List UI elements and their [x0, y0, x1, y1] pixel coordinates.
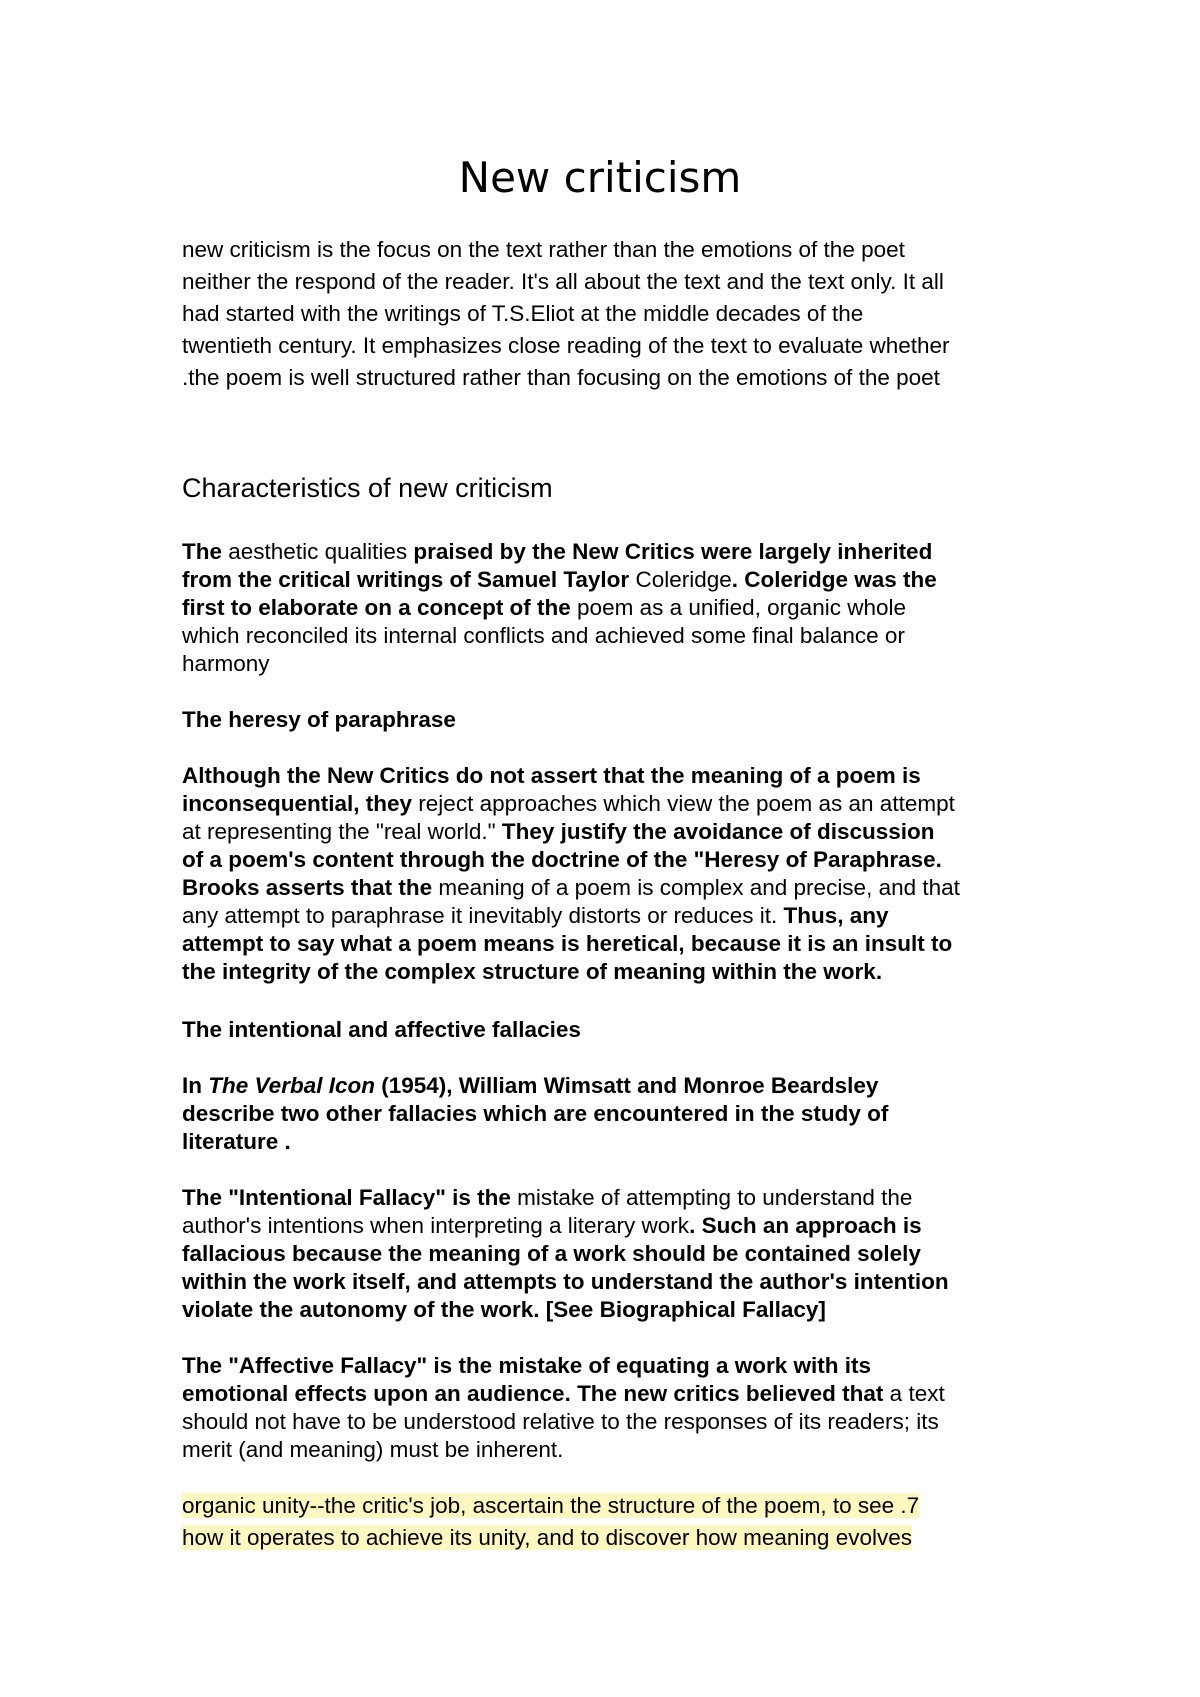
verbal-icon-paragraph — [182, 1072, 1042, 1156]
paragraph-line: within the work itself, and attempts to understand the author's intention — [182, 1269, 949, 1294]
paragraph-line — [182, 594, 1042, 622]
bold-text: from the critical writings of Samuel Taylor — [182, 567, 630, 592]
characteristics-heading: Characteristics of new criticism — [182, 473, 553, 503]
book-title: The Verbal Icon — [208, 1073, 375, 1098]
paragraph-line: harmony — [182, 651, 270, 676]
paragraph-line: Although the New Critics do not assert that the meaning of a poem is — [182, 763, 921, 788]
text-run: Coleridge — [629, 567, 732, 592]
text-run: at representing the "real world." — [182, 819, 496, 844]
paragraph-line: describe two other fallacies which are encountered in the study of — [182, 1101, 889, 1126]
paragraph-line — [182, 1184, 1042, 1212]
paragraph-line: should not have to be understood relative to the responses of its readers; its — [182, 1409, 939, 1434]
page-title: New criticism — [458, 153, 742, 202]
paragraph-line: which reconciled its internal conflicts and achieved some final balance or — [182, 623, 905, 648]
intro-line: twentieth century. It emphasizes close reading of the text to evaluate whether — [182, 333, 950, 358]
text-run: a text — [883, 1381, 945, 1406]
intro-line: new criticism is the focus on the text rather than the emotions of the poet — [182, 237, 905, 262]
paragraph-line — [182, 1522, 919, 1554]
text-run: any attempt to paraphrase it inevitably distorts or reduces it. — [182, 903, 778, 928]
paragraph-line: the integrity of the complex structure of meaning within the work. — [182, 959, 883, 984]
highlighted-text: organic unity--the critic's job, ascertain the structure of the poem, to see .7 — [182, 1493, 920, 1518]
bold-text: . Coleridge was the — [731, 567, 937, 592]
highlighted-text: how it operates to achieve its unity, and to discover how meaning evolves — [182, 1525, 912, 1550]
text-run: author's intentions when interpreting a literary work — [182, 1213, 690, 1238]
paragraph-line: fallacious because the meaning of a work should be contained solely — [182, 1241, 921, 1266]
paragraph-line — [182, 874, 1042, 902]
intro-line: neither the respond of the reader. It's all about the text and the text only. It all — [182, 269, 944, 294]
paragraph-line — [182, 790, 1042, 818]
bold-text: They justify the avoidance of discussion — [495, 819, 935, 844]
paragraph-line: literature . — [182, 1129, 291, 1154]
affective-fallacy-paragraph — [182, 1352, 1042, 1464]
fallacies-heading: The intentional and affective fallacies — [182, 1017, 581, 1042]
bold-text: first to elaborate on a concept of the — [182, 595, 571, 620]
paragraph-line: attempt to say what a poem means is heretical, because it is an insult to — [182, 931, 953, 956]
organic-unity-paragraph — [182, 1490, 919, 1554]
text-run: In — [182, 1073, 209, 1098]
paragraph-line: merit (and meaning) must be inherent. — [182, 1437, 564, 1462]
paragraph-line — [182, 902, 1042, 930]
text-run: meaning of a poem is complex and precise, and that — [432, 875, 960, 900]
paragraph-line — [182, 818, 1042, 846]
intro-line: .the poem is well structured rather than focusing on the emotions of the poet — [182, 365, 940, 390]
text-run: aesthetic qualities — [222, 539, 414, 564]
bold-text: praised by the New Critics were largely inherited — [413, 539, 933, 564]
heresy-heading: The heresy of paraphrase — [182, 707, 456, 732]
text-run: reject approaches which view the poem as an attempt — [412, 791, 955, 816]
text-run: mistake of attempting to understand the — [510, 1185, 913, 1210]
paragraph-line — [182, 1490, 919, 1522]
bold-text: The "Intentional Fallacy" is the — [182, 1185, 511, 1210]
bold-text: emotional effects upon an audience. The new critics believed that — [182, 1381, 884, 1406]
text-run: (1954), William Wimsatt and Monroe Beardsley — [374, 1073, 879, 1098]
paragraph-line — [182, 1380, 1042, 1408]
paragraph-line — [182, 1072, 1042, 1100]
paragraph-line: violate the autonomy of the work. [See Biographical Fallacy] — [182, 1297, 826, 1322]
heresy-paragraph — [182, 762, 1042, 986]
paragraph-line — [182, 1212, 1042, 1240]
bold-text: . Such an approach is — [689, 1213, 922, 1238]
bold-text: The — [182, 539, 223, 564]
intro-line: had started with the writings of T.S.Eliot at the middle decades of the — [182, 301, 864, 326]
paragraph-line — [182, 538, 1042, 566]
bold-text: Thus, any — [777, 903, 889, 928]
paragraph-line: The "Affective Fallacy" is the mistake of equating a work with its — [182, 1353, 872, 1378]
paragraph-line — [182, 566, 1042, 594]
aesthetic-qualities-paragraph — [182, 538, 1042, 678]
bold-text: Brooks asserts that the — [182, 875, 433, 900]
intentional-fallacy-paragraph — [182, 1184, 1042, 1324]
intro-paragraph — [182, 234, 1042, 394]
bold-text: inconsequential, they — [182, 791, 413, 816]
text-run: poem as a unified, organic whole — [570, 595, 907, 620]
paragraph-line: of a poem's content through the doctrine of the "Heresy of Paraphrase. — [182, 847, 942, 872]
